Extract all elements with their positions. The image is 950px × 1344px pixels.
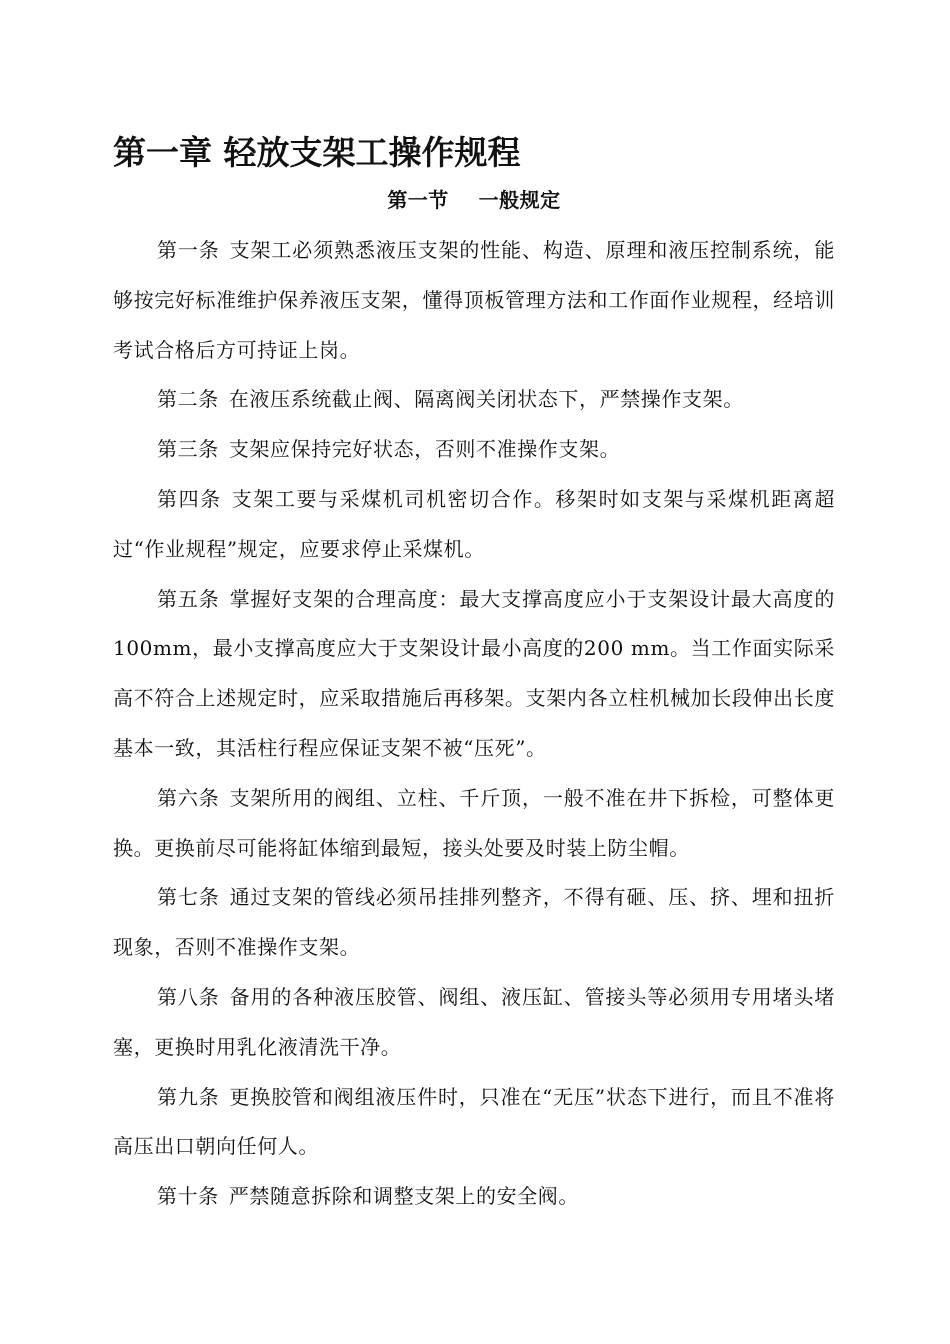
- article-number: 第六条: [157, 785, 220, 810]
- article-1: [113, 226, 835, 375]
- article-text: 备用的各种液压胶管、阀组、液压缸、管接头等必须用专用堵头堵塞，更换时用乳化液清洗干净。: [113, 984, 835, 1059]
- article-4: [113, 475, 835, 575]
- document-body: [113, 226, 835, 1222]
- article-2: [113, 375, 835, 425]
- article-text: 通过支架的管线必须吊挂排列整齐，不得有砸、压、挤、埋和扭折现象，否则不准操作支架。: [113, 885, 835, 960]
- article-8: [113, 973, 835, 1073]
- article-9: [113, 1073, 835, 1173]
- article-3: [113, 425, 835, 475]
- article-text: 掌握好支架的合理高度：最大支撑高度应小于支架设计最大高度的100mm，最小支撑高度应大于支架设计最小高度的200 mm。当工作面实际采高不符合上述规定时，应采取措施后再移架。支架内各立柱机械加长段伸出长度基本一致，其活柱行程应保证支架不被“压死”。: [113, 586, 835, 760]
- article-number: 第四条: [157, 486, 222, 511]
- article-number: 第三条: [157, 437, 219, 462]
- article-5: [113, 575, 835, 774]
- article-number: 第一条: [157, 238, 220, 262]
- article-text: 严禁随意拆除和调整支架上的安全阀。: [228, 1184, 580, 1209]
- section-title: 第一节 一般规定: [387, 188, 561, 212]
- article-number: 第十条: [157, 1184, 219, 1209]
- article-number: 第五条: [157, 586, 220, 611]
- article-text: 支架工要与采煤机司机密切合作。移架时如支架与采煤机距离超过“作业规程”规定，应要求停止采煤机。: [113, 486, 835, 561]
- article-number: 第二条: [157, 387, 219, 412]
- article-text: 更换胶管和阀组液压件时，只准在“无压”状态下进行，而且不准将高压出口朝向任何人。: [113, 1084, 835, 1159]
- article-number: 第七条: [157, 885, 220, 910]
- article-text: 在液压系统截止阀、隔离阀关闭状态下，严禁操作支架。: [228, 387, 744, 412]
- article-text: 支架应保持完好状态，否则不准操作支架。: [228, 437, 621, 462]
- article-number: 第九条: [157, 1084, 220, 1109]
- article-7: [113, 873, 835, 973]
- article-10: [113, 1172, 835, 1222]
- article-text: 支架工必须熟悉液压支架的性能、构造、原理和液压控制系统，能够按完好标准维护保养液压支架，懂得顶板管理方法和工作面作业规程，经培训考试合格后方可持证上岗。: [113, 238, 835, 362]
- article-number: 第八条: [157, 984, 220, 1009]
- article-text: 支架所用的阀组、立柱、千斤顶，一般不准在井下拆检，可整体更换。更换前尽可能将缸体缩到最短，接头处要及时装上防尘帽。: [113, 785, 835, 860]
- article-6: [113, 774, 835, 874]
- chapter-title: 第一章 轻放支架工操作规程: [113, 133, 521, 172]
